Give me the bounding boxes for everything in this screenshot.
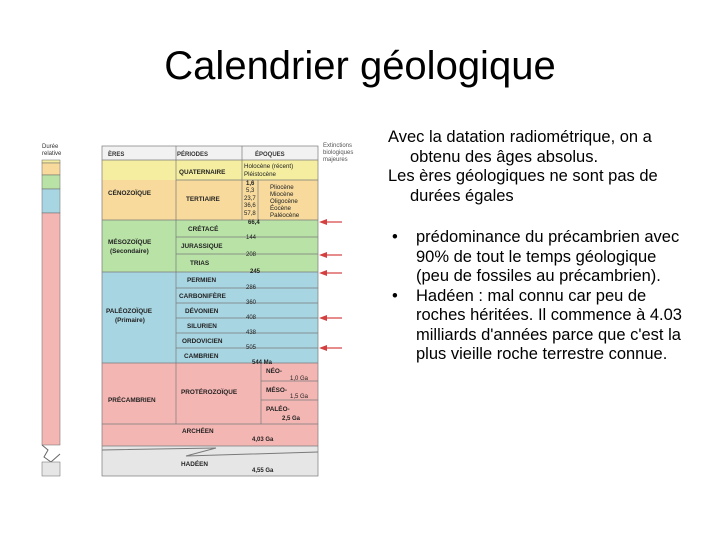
era-mesozoique: MÉSOZOÏQUE <box>108 239 152 246</box>
age-286: 286 <box>246 285 257 291</box>
slide-title: Calendrier géologique <box>164 44 556 88</box>
age-57-8: 57,8 <box>244 211 256 217</box>
period-devonien: DÉVONIEN <box>185 308 219 315</box>
epoch-paleocene: Paléocène <box>270 212 300 219</box>
age-66-4: 66,4 <box>248 220 260 226</box>
period-archeen: ARCHÉEN <box>182 428 214 435</box>
age-208: 208 <box>246 252 257 258</box>
age-438: 438 <box>246 330 257 336</box>
extinction-arrow <box>319 252 342 258</box>
period-paleo: PALÉO- <box>266 406 290 413</box>
period-neo: NÉO- <box>266 368 282 375</box>
epoch-holocene: Holocène (récent) <box>244 163 294 170</box>
bullet-icon: • <box>392 286 398 305</box>
age-544: 544 Ma <box>252 360 273 366</box>
age-1-0-ga: 1,0 Ga <box>290 376 309 382</box>
header-periodes: PÉRIODES <box>177 152 209 158</box>
duree-tertiaire <box>42 163 60 175</box>
epoch-pleistocene: Pléistocène <box>244 171 276 178</box>
epoch-oligocene: Oligocène <box>270 198 298 205</box>
label-extinctions: Extinctions <box>323 143 353 149</box>
age-360: 360 <box>246 300 257 306</box>
bullet-icon: • <box>392 228 398 246</box>
extinction-arrow <box>319 315 342 321</box>
period-tertiaire: TERTIAIRE <box>186 196 220 203</box>
duree-quaternaire <box>42 160 60 163</box>
period-quaternaire: QUATERNAIRE <box>179 169 226 176</box>
age-144: 144 <box>246 235 257 241</box>
period-trias: TRIAS <box>190 260 210 267</box>
duree-paleozoique <box>42 189 60 213</box>
era-paleozoique-sub: (Primaire) <box>115 317 145 324</box>
header-epoques: ÉPOQUES <box>255 152 285 158</box>
age-1-5-ga: 1,5 Ga <box>290 394 309 400</box>
age-5-3: 5,3 <box>246 188 255 194</box>
header-band <box>102 146 318 160</box>
epoch-eocene: Éocène <box>270 205 291 212</box>
age-1-6: 1,6 <box>246 181 255 187</box>
era-mesozoique-sub: (Secondaire) <box>110 248 149 255</box>
label-majeures: majeures <box>323 157 348 163</box>
bullet-item-precambrien <box>388 228 688 287</box>
age-4-55-ga: 4,55 Ga <box>252 468 274 474</box>
extinction-arrows <box>319 219 342 351</box>
geological-time-chart <box>36 132 356 482</box>
epoch-miocene: Miocène <box>270 191 294 198</box>
period-proterozoique: PROTÉROZOÏQUE <box>181 389 238 396</box>
period-cambrien: CAMBRIEN <box>184 353 219 360</box>
period-carbonifere: CARBONIFÈRE <box>179 293 226 300</box>
extinction-arrow <box>319 270 342 276</box>
period-meso: MÉSO- <box>266 387 287 394</box>
period-silurien: SILURIEN <box>187 323 217 330</box>
duree-break <box>42 445 60 462</box>
bullet-item-hadeen <box>388 287 688 365</box>
paragraph-datation: Avec la datation radiométrique, on a obtenu des âges absolus. <box>388 128 652 166</box>
epoch-pliocene: Pliocène <box>270 184 294 191</box>
age-505: 505 <box>246 345 257 351</box>
period-hadeen: HADÉEN <box>181 461 208 468</box>
era-paleozoique: PALÉOZOÏQUE <box>106 308 153 315</box>
age-2-5-ga: 2,5 Ga <box>282 416 301 422</box>
header-eres: ÈRES <box>108 152 125 158</box>
period-jurassique: JURASSIQUE <box>181 243 223 250</box>
label-relative: relative <box>42 151 62 157</box>
period-permien: PERMIEN <box>187 277 217 284</box>
band-hadeen <box>102 446 318 476</box>
era-cenozoique: CÉNOZOÏQUE <box>108 190 151 197</box>
duree-mesozoique <box>42 175 60 189</box>
label-biologiques: biologiques <box>323 150 354 156</box>
paragraph-eres: Les ères géologiques ne sont pas de durées égales <box>388 167 658 205</box>
age-245: 245 <box>250 269 261 275</box>
bullet-text: Hadéen : mal connu car peu de roches héritées. Il commence à 4.03 milliards d'années parce que c'est la plus vieille roche terrestre connue. <box>416 286 682 363</box>
extinction-arrow <box>319 345 342 351</box>
period-ordovicien: ORDOVICIEN <box>182 338 223 345</box>
duree-hadeen <box>42 462 60 476</box>
slide-text-body <box>388 128 688 365</box>
extinction-arrow <box>319 219 342 225</box>
duree-precambrien <box>42 213 60 445</box>
bullet-text: prédominance du précambrien avec 90% de tout le temps géologique (peu de fossiles au précambrien). <box>416 228 680 285</box>
period-cretace: CRÉTACÉ <box>188 226 219 233</box>
bullet-list <box>388 228 688 365</box>
age-4-03-ga: 4,03 Ga <box>252 437 274 443</box>
age-23-7: 23,7 <box>244 196 256 202</box>
age-408: 408 <box>246 315 257 321</box>
age-36-6: 36,6 <box>244 203 256 209</box>
era-precambrien: PRÉCAMBRIEN <box>108 397 156 404</box>
label-duree: Durée <box>42 144 59 150</box>
